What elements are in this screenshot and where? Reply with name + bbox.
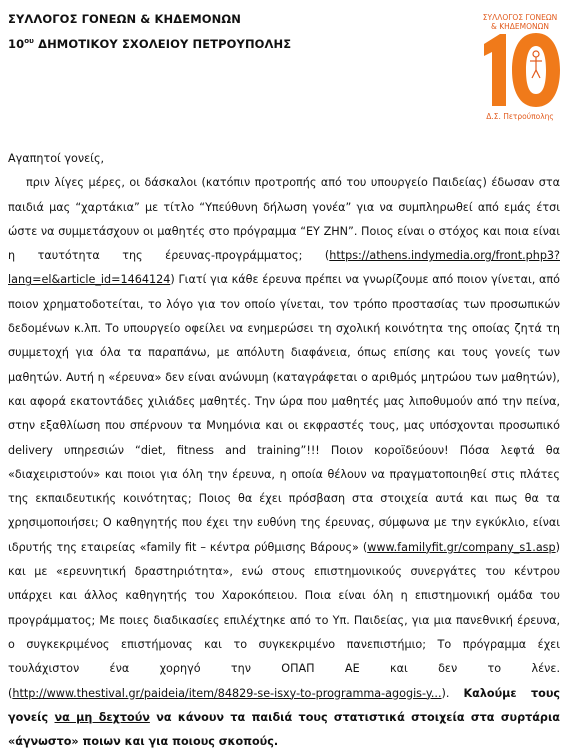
logo-top-line1: ΣΥΛΛΟΓΟΣ ΓΟΝΕΩΝ <box>482 13 558 22</box>
letter-greeting: Αγαπητοί γονείς, <box>8 152 105 165</box>
school-number-suffix: ου <box>24 37 34 45</box>
paragraph-text-1: πριν λίγες μέρες, οι δάσκαλοι (κατόπιν προτροπής από του υπουργείο Παιδείας) έδωσαν στα παιδιά μας “χαρτάκια” με τίτλο “Υπεύθυνη δήλωση γονέα” για να συμπληρωθεί από εμάς έτσι ώστε να συμμετάσχουν οι μαθητές στο πρόγραμμα “ΕΥ ΖΗΝ”. Ποιος είναι ο στόχος και ποια είναι η ταυτότητα της έρευνας-προγράμματος; ( <box>8 176 560 263</box>
school-number: 10 <box>8 36 25 51</box>
indymedia-link[interactable]: https://athens.indymedia.org/front.php3?lang=el&article_id=1464124 <box>8 249 560 287</box>
call-to-action-end: να κάνουν τα παιδιά τους στατιστικά στοιχεία στα συρτάρια «άγνωστο» ποιων και για ποιους σκοπούς. <box>8 710 560 749</box>
logo-top-line2: & ΚΗΔΕΜΟΝΩΝ <box>491 22 549 31</box>
association-name: ΣΥΛΛΟΓΟΣ ΓΟΝΕΩΝ & ΚΗΔΕΜΟΝΩΝ <box>8 12 241 26</box>
thestival-link[interactable]: http://www.thestival.gr/paideia/item/84829-se-isxy-to-programma-agogis-y... <box>12 686 442 700</box>
paragraph-text-2: ) Γιατί για κάθε έρευνα πρέπει να γνωρίζουμε από ποιον γίνεται, από ποιον χρηματοδοτείται, το λόγο για τον οποίο γίνεται, τον τρόπο προστασίας των προσωπικών δεδομένων κ.λπ. Το υπουργείο οφείλει να ενημερώσει τη σχολική κοινότητα της οποίας ζητά τη συμμετοχή για όλα τα παραπάνω, με απόλυτη διαφάνεια, όπως επίσης και τους γονείς των μαθητών. Αυτή η «έρευνα» δεν είναι ανώνυμη (καταγράφεται ο αριθμός μητρώου των μαθητών), και αφορά εκατοντάδες χιλιάδες μαθητές. Την ώρα που μαθητές μας λιποθυμούν από την πείνα, στην εξαθλίωση που σπέρνουν τα Μνημόνια και οι εκφραστές τους, μας υπόσχονται προσωπικό delivery υπηρεσιών “diet, fitness and training”!!! Ποιον κοροϊδεύουν! Πόσα λεφτά θα «διαχειριστούν» και ποιοι για όλη την έρευνα, η οποία θέλουν να πραγματοποιηθεί στις πλάτες της εκπαιδευτικής κοινότητας; Ποιος θα έχει πρόσβαση στα στοιχεία αυτά και πως θα τα χρησιμοποιήσει; Ο καθηγητής που έχει την ευθύνη της έρευνας, σύμφωνα με την εγκύκλιο, είναι ιδρυτής της εταιρείας «family fit – κέντρα ρύθμισης Βάρους» ( <box>8 273 560 554</box>
logo-digit-one <box>484 34 506 106</box>
letter-paragraph <box>8 171 560 754</box>
paragraph-text-3: ) και με «ερευνητική δραστηριότητα», ενώ στους επιστημονικούς συνεργάτες του κέντρου υπάρχει και άλλος καθηγητής του Χαροκόπειου. Ποια είναι όλη η επιστημονική ομάδα του προγράμματος; Με ποιες διαδικασίες επιλέχτηκε από το Υπ. Παιδείας, για μια πανεθνική έρευνα, ο συγκεκριμένος επιστήμονας και το συγκεκριμένο πανεπιστήμιο; Το πρόγραμμα έχει τουλάχιστον ένα χορηγό την ΟΠΑΠ ΑΕ και δεν το λένε. ( <box>8 540 560 700</box>
familyfit-link[interactable]: www.familyfit.gr/company_s1.asp <box>367 540 556 554</box>
logo-bottom-text: Δ.Σ. Πετρούπολης <box>486 112 554 121</box>
paragraph-text-4: ). <box>441 686 464 700</box>
call-to-action-emphasis: να μη δεχτούν <box>54 710 150 724</box>
school-name-rest: ΔΗΜΟΤΙΚΟΥ ΣΧΟΛΕΙΟΥ ΠΕΤΡΟΥΠΟΛΗΣ <box>33 36 292 51</box>
association-logo <box>474 10 566 122</box>
call-to-action-start: Καλούμε τους γονείς <box>8 686 561 724</box>
letterhead <box>8 8 448 55</box>
letter-body <box>8 147 560 754</box>
logo-figure-icon <box>530 51 542 78</box>
school-name <box>8 30 448 55</box>
